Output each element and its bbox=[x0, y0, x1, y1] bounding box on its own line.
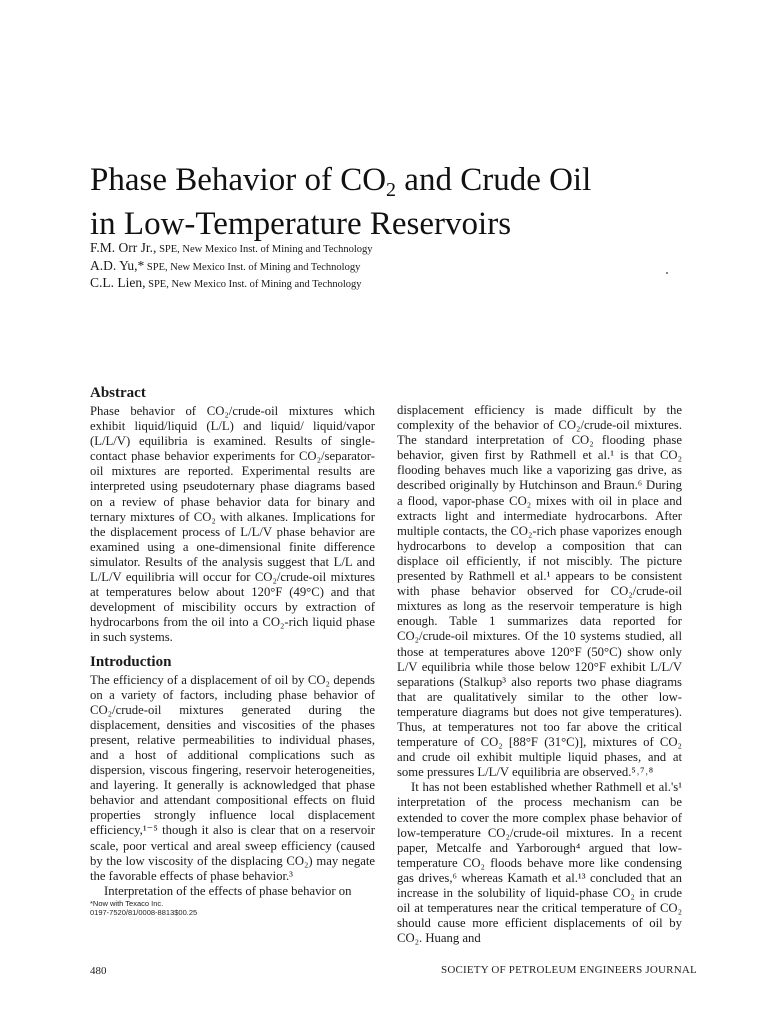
abstract-heading: Abstract bbox=[90, 385, 146, 401]
author-affiliation: SPE, New Mexico Inst. of Mining and Technology bbox=[145, 279, 362, 290]
author-affiliation: SPE, New Mexico Inst. of Mining and Technology bbox=[156, 244, 373, 255]
author-line bbox=[90, 240, 690, 258]
title-line2: in Low-Temperature Reservoirs bbox=[90, 206, 512, 242]
paper-title bbox=[90, 160, 690, 244]
page-number: 480 bbox=[90, 965, 107, 977]
intro-paragraph-2-continued: displacement efficiency is made difficult by the complexity of the behavior of CO₂/crude-oil mixtures. The standard interpretation of CO₂ flooding phase behavior, given first by Rathmell et al.¹ is that CO₂ flooding behaves much like a vaporizing gas drive, as described originally by Hutchinson and Braun.⁶ During a flood, vapor-phase CO₂ mixes with oil in place and extracts light and intermediate hydrocarbons. After multiple contacts, the CO₂-rich phase vaporizes enough hydrocarbons to develop a composition that can displace oil efficiently, if not miscibly. The picture presented by Rathmell et al.¹ appears to be consistent with phase behavior observed for CO₂/crude-oil mixtures as long as the reservoir temperature is high enough. Table 1 summarizes data reported for CO₂/crude-oil mixtures. Of the 10 systems studied, all those at temperatures above 120°F (50°C) show only L/V equilibria while those below 120°F exhibit L/L/V separations (Stalkup³ also reports two phase diagrams that are qualitatively similar to the other low-temperature diagrams but does not give temperatures). Thus, at temperatures not too far above the critical temperature of CO₂ [88°F (31°C)], mixtures of CO₂ and crude oil exhibit multiple liquid phases, and at some pressures L/L/V equilibria are observed.⁵˒⁷˒⁸ bbox=[397, 403, 682, 780]
author-name: A.D. Yu,* bbox=[90, 257, 145, 273]
footnote-affiliation: *Now with Texaco Inc. bbox=[90, 898, 164, 908]
author-line bbox=[90, 258, 690, 276]
right-column bbox=[397, 403, 682, 946]
abstract-text: Phase behavior of CO₂/crude-oil mixtures which exhibit liquid/liquid (L/L) and liquid/ liquid/vapor (L/L/V) equilibria is examined. Results of single-contact phase behavior experiments for CO₂/separator-oil mixtures are reported. Experimental results are interpreted using pseudoternary phase diagrams based on a review of phase behavior data for binary and ternary mixtures of CO₂ with alkanes. Implications for the displacement process of L/L/V phase behavior are examined using a one-dimensional finite difference simulator. Results of the analysis suggest that L/L and L/L/V equilibria will occur for CO₂/crude-oil mixtures at temperatures below about 120°F (49°C) and that development of miscibility occurs by extraction of hydrocarbons from the oil into a CO₂-rich liquid phase in such systems. bbox=[90, 404, 375, 645]
intro-paragraph-2-start: Interpretation of the effects of phase behavior on bbox=[104, 883, 352, 898]
intro-paragraph-3: It has not been established whether Rathmell et al.'s¹ interpretation of the process mechanism can be extended to cover the more complex phase behavior of low-temperature CO₂/crude-oil mixtures. In a recent paper, Metcalfe and Yarborough⁴ argued that low-temperature CO₂ floods behave more like condensing gas drives,⁶ whereas Kamath et al.¹³ concluded that an increase in the solubility of liquid-phase CO₂ in crude oil at temperatures near the critical temperature of CO₂ should cause more efficient displacements of oil by CO₂. Huang and bbox=[397, 780, 682, 946]
journal-name: SOCIETY OF PETROLEUM ENGINEERS JOURNAL bbox=[441, 964, 697, 976]
introduction-heading: Introduction bbox=[90, 653, 172, 670]
title-line1-part-b: and Crude Oil bbox=[396, 162, 592, 198]
author-list bbox=[90, 240, 690, 293]
footnote-code: 0197-7520/81/0008-8813$00.25 bbox=[90, 907, 198, 917]
intro-paragraph-1: The efficiency of a displacement of oil by CO₂ depends on a variety of factors, including phase behavior of CO₂/crude-oil mixtures generated during the displacement, densities and viscosities of the phases present, relative permeabilities to individual phases, and a host of additional complications such as dispersion, viscous fingering, reservoir heterogeneities, and layering. It generally is acknowledged that phase behavior and attendant compositional effects on fluid properties strongly influence local displacement efficiency,¹⁻⁵ though it also is clear that on a reservoir scale, poor vertical and areal sweep efficiency (caused by the low viscosity of the displacing CO₂) may negate the favorable effects of phase behavior.³ bbox=[90, 672, 375, 883]
author-affiliation: SPE, New Mexico Inst. of Mining and Technology bbox=[144, 261, 361, 273]
author-line bbox=[90, 275, 690, 293]
title-subscript: 2 bbox=[386, 179, 397, 201]
author-name: C.L. Lien, bbox=[90, 275, 146, 290]
margin-mark bbox=[666, 272, 668, 274]
author-name: F.M. Orr Jr., bbox=[90, 240, 157, 255]
left-column bbox=[90, 385, 375, 917]
title-line1-part-a: Phase Behavior of CO bbox=[90, 162, 387, 198]
